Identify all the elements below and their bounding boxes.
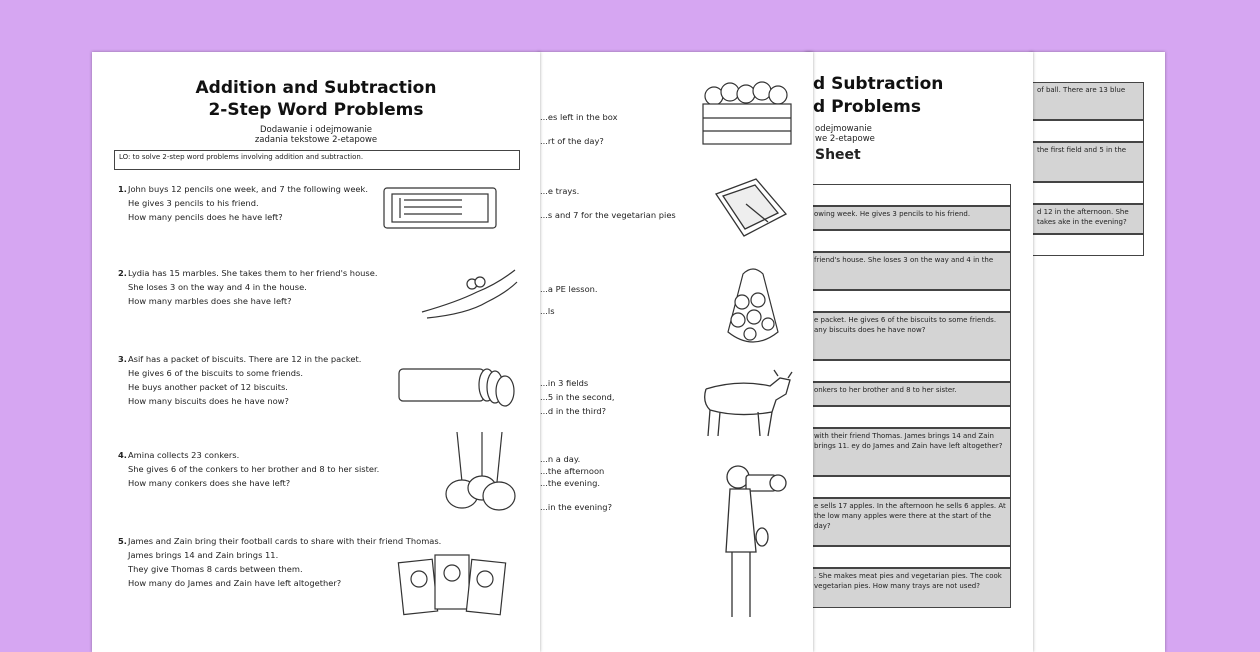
problem-fragment: ...e trays. [540,186,580,196]
answer-row [1032,142,1144,182]
answer-row [809,546,1011,568]
problem-number: 2. [118,268,127,278]
problem-number: 1. [118,184,127,194]
learning-objective: LO: to solve 2-step word problems involving addition and subtraction. [119,153,364,161]
problem-fragment: ...d in the third? [540,406,607,416]
answer-row [1032,82,1144,120]
row-text: of ball. There are 13 blue [1037,86,1126,94]
answer-row [809,360,1011,382]
problem-line: They give Thomas 8 cards between them. [128,564,303,574]
answer-row [1032,234,1144,256]
sheet-heading: Sheet [815,147,861,163]
question-row [809,312,1011,360]
problem-line: James brings 14 and Zain brings 11. [128,550,279,560]
question-row [809,428,1011,476]
problem-line: How many conkers does she have left? [128,478,291,488]
question-row [809,252,1011,290]
row-text: owing week. He gives 3 pencils to his friend. [814,210,971,218]
problem-number: 3. [118,354,127,364]
page-title: 2-Step Word Problems [208,100,424,120]
biscuit-packet-icon [397,357,517,412]
problem-fragment: ...s and 7 for the vegetarian pies [540,210,676,220]
question-row [809,382,1011,406]
problem-fragment: ...ls [540,306,555,316]
page-title: Addition and Subtraction [195,78,437,98]
problem-fragment: ...n a day. [540,454,581,464]
problem-fragment: ...the afternoon [540,466,605,476]
problem-number: 4. [118,450,127,460]
apple-crate-icon [698,74,798,149]
baking-tray-icon [706,174,791,244]
page-subtitle: we 2-etapowe [815,134,875,144]
problem-line: She gives 6 of the conkers to her brother and 8 to her sister. [128,464,380,474]
answer-row [809,290,1011,312]
answer-row [1032,120,1144,142]
problem-line: James and Zain bring their football cards to share with their friend Thomas. [128,536,442,546]
page-subtitle: zadania tekstowe 2-etapowe [254,135,378,145]
problem-line: Amina collects 23 conkers. [128,450,240,460]
page-title: d Problems [813,97,921,117]
conkers-icon [437,432,527,522]
row-text: the first field and 5 in the [1037,146,1127,154]
worksheet-page-3 [805,52,1033,652]
row-text: e packet. He gives 6 of the biscuits to some friends. any biscuits does he have now? [814,316,997,334]
page-subtitle: Dodawanie i odejmowanie [259,125,373,135]
question-row [809,206,1011,230]
problem-line: How many marbles does she have left? [128,296,292,306]
problem-fragment: ...a PE lesson. [540,284,598,294]
problem-fragment: ...the evening. [540,478,601,488]
row-text: friend's house. She loses 3 on the way and 4 in the [814,256,994,264]
photographer-icon [716,457,796,647]
worksheet-page-1 [92,52,540,652]
pencil-case-icon [382,184,502,234]
problem-line: How many do James and Zain have left altogether? [128,578,342,588]
page-subtitle: odejmowanie [815,124,872,134]
problem-line: She loses 3 on the way and 4 in the house. [128,282,307,292]
problem-fragment: ...in the evening? [540,502,612,512]
learning-objective-box [114,150,520,170]
row-text: e sells 17 apples. In the afternoon he sells 6 apples. At the low many apples were there at the start of the day? [814,502,1006,530]
problem-line: Lydia has 15 marbles. She takes them to her friend's house. [128,268,378,278]
question-row [809,498,1011,546]
answer-row [1032,182,1144,204]
problem-line: He gives 6 of the biscuits to some friends. [128,368,303,378]
answer-row [809,406,1011,428]
question-row [809,568,1011,608]
cow-icon [698,364,798,444]
problem-fragment: ...in 3 fields [540,378,589,388]
ball-bag-icon [718,262,788,352]
problem-line: John buys 12 pencils one week, and 7 the following week. [128,184,368,194]
answer-row [1032,204,1144,234]
problem-number: 5. [118,536,127,546]
problem-line: He buys another packet of 12 biscuits. [128,382,288,392]
row-text: d 12 in the afternoon. She takes ake in the evening? [1037,208,1129,226]
football-cards-icon [397,547,507,622]
problem-line: He gives 3 pencils to his friend. [128,198,259,208]
problem-line: How many pencils does he have left? [128,212,283,222]
worksheet-page-2 [538,52,813,652]
problem-line: How many biscuits does he have now? [128,396,289,406]
problem-fragment: ...rt of the day? [540,136,604,146]
problem-fragment: ...5 in the second, [540,392,615,402]
page-title: d Subtraction [813,74,944,94]
answer-row [809,476,1011,498]
answer-row [809,230,1011,252]
row-text: onkers to her brother and 8 to her sister. [814,386,957,394]
row-text: . She makes meat pies and vegetarian pies. The cook vegetarian pies. How many trays are not used? [814,572,1002,590]
worksheet-page-4 [1030,52,1165,652]
problem-fragment: ...es left in the box [540,112,618,122]
row-text: with their friend Thomas. James brings 14 and Zain brings 11. ey do James and Zain have left altogether? [814,432,1003,450]
hand-marbles-icon [417,262,522,322]
answer-row [809,184,1011,206]
problem-line: Asif has a packet of biscuits. There are 12 in the packet. [128,354,362,364]
